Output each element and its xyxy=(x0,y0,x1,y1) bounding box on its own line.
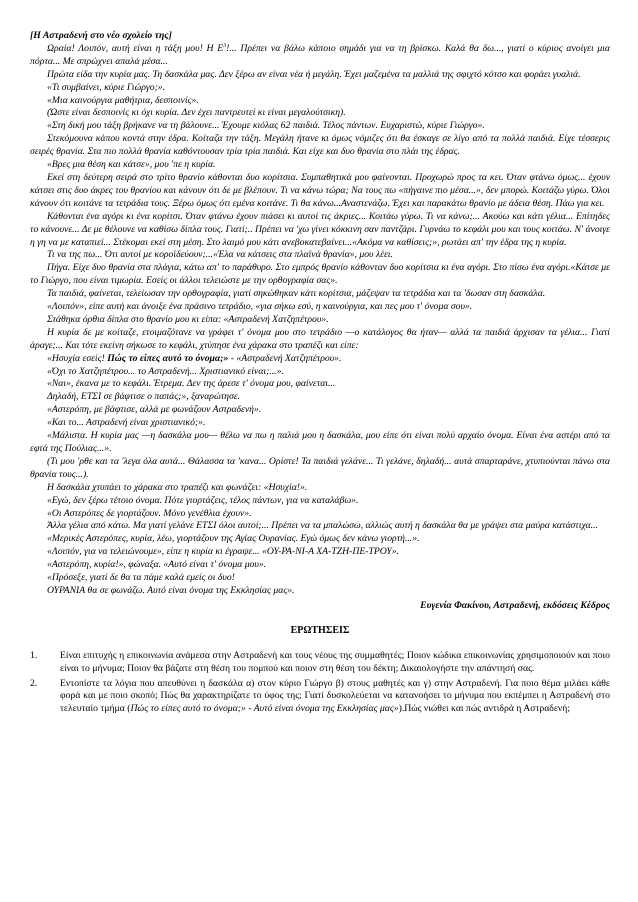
question-text xyxy=(60,678,610,717)
story-paragraph: Κάθονται ένα αγόρι κι ένα κορίτσι. Όταν φτάνω έχουν πιάσει κι αυτοί τις άκριες... Κοιτάω γύρω. Τι να κάνω;... Ακούω και κάτι γέλια... Επίτηδες το κάνουνε... Δε με θέλουνε να καθίσω δίπλα τους. Γιατί;.. Πρέπει να 'χω γίνει κόκκινη σαν παντζάρι. Γυρνάω το κεφάλι μου και τους κοιτάω. Ν' άνοιγε η γη να με καταπιεί... Στέκομαι εκεί στη μέση. Στο λαιμό μου κάτι ανεβοκατεβαίνει...«Ακόμα να καθίσεις;», ρωτάει απ' την έδρα της η κυρία. xyxy=(30,210,610,248)
story-paragraph: Η δασκάλα χτυπάει το χάρακα στο τραπέζι και φωνάζει: «Ησυχία!». xyxy=(47,481,308,493)
story-paragraph: Δηλαδή, ΕΤΣΙ σε βάφτισε ο παπάς;», ξαναρώτησε. xyxy=(47,391,240,403)
story-paragraph: (Ώστε είναι δεσποινίς κι όχι κυρία. Δεν έχει παντρευτεί κι είναι μεγαλούτσικη). xyxy=(47,107,346,119)
story-paragraph: «Αστερόπη, κυρία!», φώναξα. «Αυτό είναι τ' όνομα μου». xyxy=(47,559,267,571)
questions-list xyxy=(30,650,610,717)
source-citation: Ευγενία Φακίνου, Αστραδενή, εκδόσεις Κέδρος xyxy=(420,599,610,611)
story-paragraph: «Μερικές Αστερόπες, κυρία, λέω, γιορτάζουν της Αγίας Ουρανίας. Εγώ όμως δεν κάνω γιορτή...». xyxy=(47,533,420,545)
story-paragraph: «Λοιπόν, για να τελειώνουμε», είπε η κυρία κι έγραψε... «ΟΥ-ΡΑ-ΝΙ-Α ΧΑ-ΤΖΗ-ΠΕ-ΤΡΟΥ». xyxy=(47,546,400,558)
question-item xyxy=(30,678,610,717)
question-number: 2. xyxy=(30,677,38,689)
story-paragraph: «Εγώ, δεν ξέρω τέτοιο όνομα. Πότε γιορτάζεις, τέλος πάντων, για να καταλάβω». xyxy=(47,494,359,506)
story-text: «Ησυχία εσείς! xyxy=(47,352,108,364)
story-text: !... Πρέπει να βάλω κάποιο σημάδι για να τη βρίσκω. Καλά θα δω..., γιατί ο κύριος ανοίγει μια πόρτα... Με σπρώχνει απαλά μέσα... xyxy=(30,42,611,67)
story-paragraph: «Στη δική μου τάξη βρήκανε να τη βάλουνε... Έχουμε κιόλας 62 παιδιά. Τέλος πάντων. Ευχαριστώ, κύριε Γιώργο». xyxy=(47,120,485,132)
story-paragraph xyxy=(30,43,610,69)
question-quote: Πώς το είπες αυτό το όνομα;» - Αυτό είναι όνομα της Εκκλησίας μας» xyxy=(130,703,399,715)
story-paragraph: «Και το... Αστραδενή είναι χριστιανικό;». xyxy=(47,417,206,429)
story-paragraph: «Οι Αστερόπες δε γιορτάζουν. Μόνο γενέθλια έχουν». xyxy=(47,507,252,519)
story-text: Ωραία! Λοιπόν, αυτή είναι η τάξη μου! Η Ε xyxy=(47,42,224,54)
class-superscript: 3 xyxy=(223,42,227,49)
story-title: [Η Αστραδενή στο νέο σχολείο της] xyxy=(30,30,172,41)
story-paragraph: «Ναι», έκανα με το κεφάλι. Έτρεμα. Δεν της άρεσε τ' όνομα μου, φαίνεται... xyxy=(47,378,336,390)
story-paragraph: «Όχι το Χατζηπέτρου... το Αστραδενή... Χριστιανικό είναι;...». xyxy=(47,365,284,377)
story-paragraph: Τι να της πω... Ότι αυτοί με κοροϊδεύουν;...«Έλα να κάτσεις στα πλαϊνά θρανία», μου λέει. xyxy=(47,249,393,261)
story-paragraph: «Πρόσεξε, γιατί δε θα τα πάμε καλά εμείς οι δυο! xyxy=(47,572,235,584)
story-paragraph: «Αστερόπη, με βάφτισε, αλλά με φωνάζουν Αστραδενή». xyxy=(47,404,262,416)
story-paragraph: ΟΥΡΑΝΙΑ θα σε φωνάζω. Αυτό είναι όνομα της Εκκλησίας μας». xyxy=(47,584,295,596)
story-paragraph: Πήγα. Είχε δυο θρανία στα πλάγια, κάτω απ' το παράθυρο. Στο εμπρός θρανίο κάθονταν δυο κορίτσια κι ένα αγόρι. Στο πίσω ένα αγόρι.«Κάτσε με το Γιώργο, που είναι τιμωρία. Εσείς οι άλλοι τελειώστε με την ορθογραφία σας». xyxy=(30,262,610,287)
story-paragraph: «Λοιπόν», είπε αυτή και άνοιξε ένα πράσινο τετράδιο, «για σήκω εσύ, η καινούργια, και πες μου τ' όνομα σου». xyxy=(47,301,473,313)
story-paragraph: Άλλα γέλια από κάτω. Μα γιατί γελάνε ΕΤΣΙ όλοι αυτοί;... Πρέπει να τα μπαλώσω, αλλιώς αυτή η δασκάλα θα με γράψει στα μαύρα κατάστιχα... xyxy=(47,520,598,532)
question-number: 1. xyxy=(30,649,38,661)
story-paragraph: «Βρες μια θέση και κάτσε», μου 'πε η κυρία. xyxy=(47,159,216,171)
story-paragraph: Στεκόμουνα κάπου κοντά στην έδρα. Κοίταζα την τάξη. Μεγάλη ήτανε κι όμως νόμιζες ότι θα έσκαγε σε λίγο από τα πολλά παιδιά. Είχε τέσσερις σειρές θρανία. Στα πιο πολλά θρανία καθόντουσαν τρία τρία παιδιά. Και είχε και δυο θρανία στο πλάι της έδρας. xyxy=(30,133,610,158)
question-text-part: Εντοπίστε τα λόγια που απευθύνει η δασκάλα α) στον κύριο Γιώργο β) στους μαθητές και γ) στην Αστραδενή. Για ποιο θέμα μιλάει κάθε φορά και με ποιο σκοπό; Πώς θα χαρακτηρίζατε το ύφος της; Γιατί δυσκολεύεται να κατανοήσει το μήνυμα που εκπέμπει η Αστραδενή στο τελευταίο τμήμα ( xyxy=(60,677,610,715)
questions-heading: ΕΡΩΤΗΣΕΙΣ xyxy=(290,624,350,636)
story-paragraph: Η κυρία δε με κοίταζε, ετοιμαζότανε να γράφει τ' όνομα μου στο τετράδιο —ο κατάλογος θα ήταν— αλλά τα παιδιά άρχισαν τα γέλια... Γιατί άραγε;... Και τότε εκείνη σήκωσε το κεφάλι, χτύπησε ένα χάρακα στο τραπέζι και είπε: xyxy=(30,326,610,351)
story-paragraph xyxy=(30,353,610,366)
story-paragraph: Εκεί στη δεύτερη σειρά στο τρίτο θρανίο κάθονται δυο κορίτσια. Συμπαθητικά μου φαίνονται. Προχωρώ προς τα κει. Όταν φτάνω όμως... έχουν κάτσει στις δυο άκρες του θρανίου και κάνουν ότι δε με βλέπουν. Τι να κάνω τώρα; Να τους πω «πήγαινε πιο μέσα...», δεν μπορώ. Κοιτάζω γύρω. Όλοι κάνουν ότι κοιτάνε τα τετράδια τους. Ξέρω όμως ότι εμένα κοιτάνε. Τι θα κάνω...Αναστενάζω. Έχει και παρακάτω θρανίο με άδεια θέση. Πάω για κει. xyxy=(30,171,610,209)
story-paragraph: «Τι συμβαίνει, κύριε Γιώργο;». xyxy=(47,81,166,93)
document-page xyxy=(30,30,610,718)
story-bold-text: Πώς το είπες αυτό το όνομα;» xyxy=(107,352,229,364)
story-paragraph: Στάθηκα όρθια δίπλα στο θρανίο μου κι είπα: «Αστραδενή Χατζηπέτρου». xyxy=(47,313,329,325)
story-excerpt xyxy=(30,30,610,598)
question-text: Είναι επιτυχής η επικοινωνία ανάμεσα στην Αστραδενή και τους νέους της συμμαθητές; Ποιον κώδικα επικοινωνίας χρησιμοποιούν και ποιο είναι το μήνυμα; Ποιον θα βάζατε στη θέση του πομπού και ποιον στη θέση του δέκτη; Δικαιολογήστε την απάντησή σας. xyxy=(60,649,610,674)
story-paragraph: Τα παιδιά, φαίνεται, τελείωσαν την ορθογραφία, γιατί σηκώθηκαν κάτι κορίτσια, μάζεψαν τα τετράδια και τα 'δωσαν στη δασκάλα. xyxy=(47,288,546,300)
story-paragraph: Πρώτα είδα την κυρία μας. Τη δασκάλα μας. Δεν ξέρω αν είναι νέα ή μεγάλη. Έχει μαζεμένα τα μαλλιά της σφιχτό κότσο και φοράει γυαλιά. xyxy=(47,68,581,80)
story-paragraph: «Μια καινούργια μαθήτρια, δεσποινίς». xyxy=(47,94,199,106)
question-item xyxy=(30,650,610,676)
story-paragraph: «Μάλιστα. Η κυρία μας —η δασκάλα μου— θέλω να πω η παλιά μου η δασκάλα, μου είπε ότι είναι πολύ αρχαίο όνομα. Είναι ένα αστέρι από τα εφτά της Πούλιας...». xyxy=(30,430,610,454)
story-text: - «Αστραδενή Χατζηπέτρου». xyxy=(228,352,342,364)
story-paragraph: (Τι μου 'ρθε και τα 'λεγα όλα αυτά... Θάλασσα τα 'κανα... Ορίστε! Τα παιδιά γελάνε... Τι γελάνε, δηλαδή... αυτά σπαρταράνε, χτυπιούνται πάνω στα θρανία τους...). xyxy=(30,455,610,480)
question-text-part: ).Πώς νιώθει και πώς αντιδρά η Αστραδενή; xyxy=(398,703,571,715)
